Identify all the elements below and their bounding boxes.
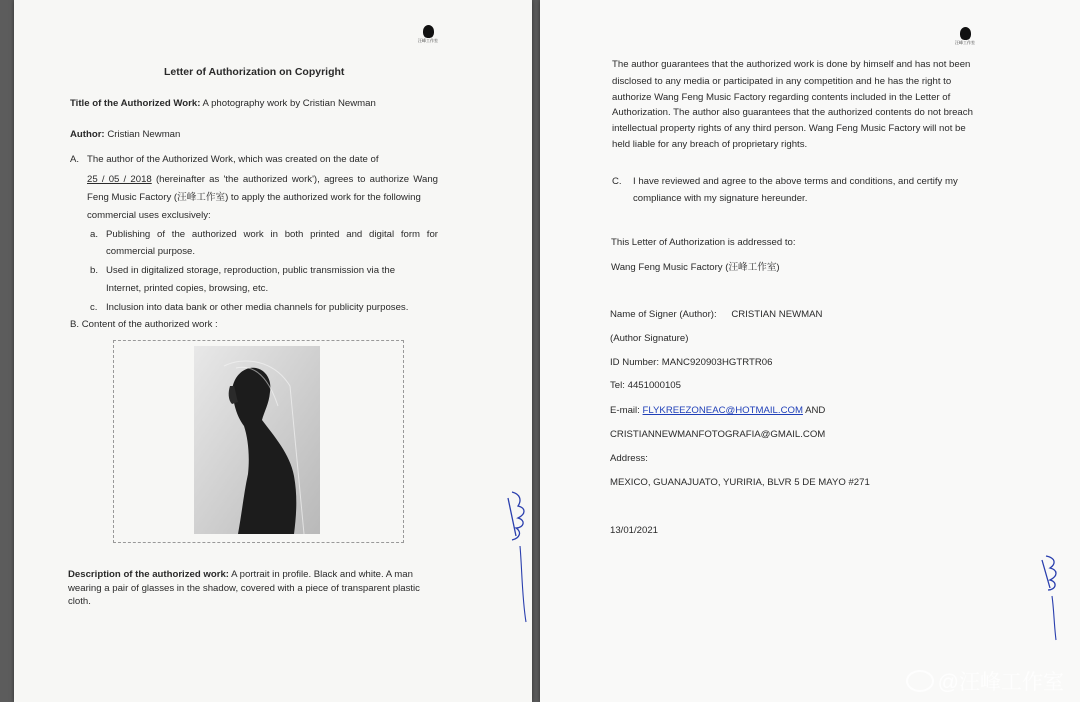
signature-label: (Author Signature) [610, 333, 689, 344]
weibo-watermark [906, 666, 1064, 696]
item-a-line2: commercial purpose. [106, 246, 196, 257]
clause-c-line2: compliance with my signature hereunder. [633, 193, 808, 204]
description-line1-rest: A portrait in profile. Black and white. A man [231, 569, 413, 580]
guarantee-line3: authorize Wang Feng Music Factory regarding contents included in the Letter of [612, 92, 951, 103]
clause-a-line4: commercial uses exclusively: [87, 210, 211, 221]
guarantee-line4: Authorization. The author also guarantees that the authorized contents do not breach [612, 107, 973, 118]
handwritten-signature [1024, 552, 1068, 647]
item-c-marker: c. [90, 302, 98, 313]
clause-a-line1: The author of the Authorized Work, which was created on the date of [87, 154, 379, 165]
address-label: Address: [610, 453, 648, 464]
logo-text: 汪峰工作室 [955, 40, 975, 45]
email-and: AND [805, 405, 826, 416]
tel-value: 4451000105 [627, 380, 681, 391]
signer-value: CRISTIAN NEWMAN [731, 309, 823, 320]
studio-logo [416, 25, 440, 43]
description-line2: wearing a pair of glasses in the shadow, covered with a piece of transparent plastic [68, 583, 420, 594]
guarantee-line6: held liable for any breach of proprietary rights. [612, 139, 808, 150]
addressee: Wang Feng Music Factory (汪峰工作室) [611, 262, 780, 273]
description-label: Description of the authorized work: [68, 569, 229, 580]
id-label: ID Number: [610, 357, 660, 368]
clause-a-line2 [87, 174, 438, 186]
item-a-marker: a. [90, 229, 99, 240]
guarantee-line5: intellectual property rights of any third person. Wang Feng Music Factory will not be [612, 123, 966, 134]
creation-date: 25 / 05 / 2018 [87, 174, 152, 185]
weibo-icon [906, 670, 934, 692]
item-b-marker: b. [90, 265, 99, 276]
id-value: MANC920903HGTRTR06 [661, 357, 773, 368]
portrait-photo [194, 346, 320, 534]
work-title-line [70, 98, 376, 110]
work-title-value: A photography work by Cristian Newman [202, 98, 376, 109]
email-2: CRISTIANNEWMANFOTOGRAFIA@GMAIL.COM [610, 429, 826, 440]
author-value: Cristian Newman [107, 129, 181, 140]
clause-c-line1: I have reviewed and agree to the above terms and conditions, and certify my [633, 176, 958, 187]
clause-a-line2-rest: (hereinafter as 'the authorized work'), agrees to authorize Wang [155, 174, 438, 185]
description-line1 [68, 569, 413, 581]
clause-b-heading: B. Content of the authorized work : [70, 319, 218, 330]
logo-text: 汪峰工作室 [418, 38, 438, 43]
tel-line [610, 380, 681, 392]
tel-label: Tel: [610, 380, 625, 391]
item-b-line2: Internet, printed copies, browsing, etc. [106, 283, 269, 294]
letter-date: 13/01/2021 [610, 525, 659, 536]
guarantee-line1: The author guarantees that the authorized work is done by himself and has not been [612, 59, 971, 70]
clause-a-marker: A. [70, 154, 80, 165]
email-link-1[interactable]: FLYKREEZONEAC@HOTMAIL.COM [642, 405, 803, 416]
author-line [70, 129, 180, 141]
item-a-line1: Publishing of the authorized work in both printed and digital form for [106, 229, 438, 240]
email-label: E-mail: [610, 405, 640, 416]
logo-icon [960, 27, 971, 40]
watermark-text: @汪峰工作室 [937, 671, 1064, 694]
signer-label: Name of Signer (Author): [610, 309, 717, 320]
email-line [610, 405, 825, 417]
right-page [540, 0, 1080, 702]
item-c-line1: Inclusion into data bank or other media channels for publicity purposes. [106, 302, 409, 313]
signer-line [610, 309, 822, 321]
logo-icon [423, 25, 434, 38]
author-label: Author: [70, 129, 105, 140]
id-line [610, 357, 772, 369]
handwritten-signature [492, 488, 532, 633]
description-line3: cloth. [68, 596, 91, 607]
clause-a-line3: Feng Music Factory (汪峰工作室) to apply the authorized work for the following [87, 192, 421, 203]
address-value: MEXICO, GUANAJUATO, YURIRIA, BLVR 5 DE MAYO #271 [610, 477, 870, 488]
left-page [14, 0, 532, 702]
document-title: Letter of Authorization on Copyright [164, 66, 345, 78]
clause-c-marker: C. [612, 176, 622, 187]
work-title-label: Title of the Authorized Work: [70, 98, 201, 109]
guarantee-line2: disclosed to any media or participated in any competition and he has the right to [612, 76, 952, 87]
studio-logo [953, 27, 977, 45]
addressed-to: This Letter of Authorization is addressed to: [611, 237, 796, 248]
item-b-line1: Used in digitalized storage, reproduction, public transmission via the [106, 265, 396, 276]
